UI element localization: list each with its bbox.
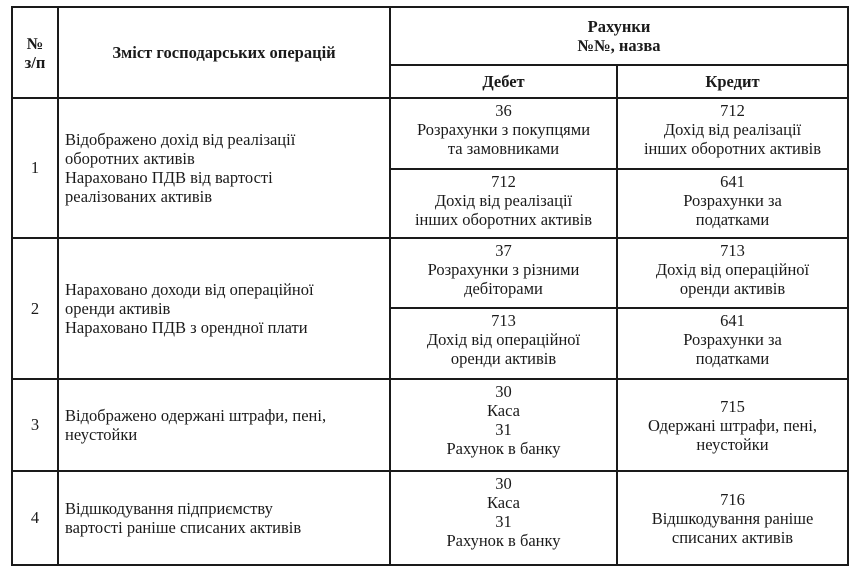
credit-cell	[617, 308, 848, 379]
content-line: Відшкодування підприємству	[65, 498, 273, 518]
header-credit: Кредит	[617, 65, 848, 98]
content-line: реалізованих активів	[65, 186, 212, 206]
header-number-line1: №	[26, 33, 44, 53]
debit-account-number: 713	[491, 311, 516, 331]
content-line: оборотних активів	[65, 148, 195, 168]
debit-account-number: 31	[495, 419, 512, 439]
credit-account-name: інших оборотних активів	[643, 139, 822, 158]
debit-cell	[390, 471, 617, 565]
credit-cell	[617, 238, 848, 309]
header-number	[12, 7, 58, 98]
credit-cell	[617, 471, 848, 565]
credit-account-name: списаних активів	[671, 528, 794, 548]
content-line: вартості раніше списаних активів	[65, 517, 302, 537]
debit-account-name: оренди активів	[450, 349, 557, 369]
content-line: неустойки	[65, 424, 138, 444]
accounting-entries-table	[11, 6, 849, 566]
debit-account-name: Дохід від реалізації	[434, 190, 573, 210]
credit-account-name: неустойки	[696, 435, 769, 455]
credit-account-name: Одержані штрафи, пені,	[647, 416, 818, 436]
debit-account-name: Рахунок в банку	[446, 530, 561, 550]
debit-account-name: Каса	[487, 492, 520, 512]
row-number: 3	[12, 379, 58, 471]
credit-account-number: 641	[720, 171, 745, 191]
credit-account-name: податками	[695, 209, 770, 229]
credit-account-name: Відшкодування раніше	[651, 509, 814, 529]
credit-account-number: 715	[720, 397, 745, 417]
debit-account-name: Дохід від операційної	[426, 330, 581, 350]
content-line: Нараховано ПДВ від вартості	[65, 167, 273, 187]
debit-account-name: Розрахунки з різними	[427, 259, 580, 279]
header-accounts-line1: Рахунки	[587, 17, 651, 36]
content-line: Нараховано доходи від операційної	[65, 279, 314, 299]
credit-account-number: 641	[720, 311, 745, 331]
row-number: 2	[12, 238, 58, 379]
credit-account-number: 712	[720, 101, 745, 120]
content-line: оренди активів	[65, 298, 171, 318]
header-number-line2: з/п	[24, 52, 46, 72]
header-content: Зміст господарських операцій	[58, 7, 390, 98]
debit-account-name: Розрахунки з покупцями	[416, 120, 591, 139]
header-accounts	[390, 7, 848, 65]
debit-account-number: 30	[495, 473, 512, 493]
row-number: 1	[12, 98, 58, 238]
credit-cell	[617, 379, 848, 471]
content-line: Відображено одержані штрафи, пені,	[65, 405, 327, 425]
credit-cell	[617, 169, 848, 238]
credit-account-name: податками	[695, 349, 770, 369]
row-content	[58, 238, 390, 379]
header-accounts-line2: №№, назва	[577, 36, 661, 55]
credit-account-name: оренди активів	[679, 278, 786, 298]
credit-account-name: Розрахунки за	[683, 330, 782, 350]
debit-account-name: Рахунок в банку	[446, 438, 561, 458]
credit-account-number: 713	[720, 240, 745, 260]
row-number: 4	[12, 471, 58, 565]
debit-cell	[390, 169, 617, 238]
debit-account-name: інших оборотних активів	[414, 209, 593, 229]
credit-account-name: Дохід від реалізації	[663, 120, 802, 139]
row-content	[58, 471, 390, 565]
debit-account-number: 36	[495, 101, 512, 120]
debit-cell	[390, 308, 617, 379]
credit-cell	[617, 98, 848, 169]
credit-account-name: Розрахунки за	[683, 190, 782, 210]
debit-account-number: 712	[491, 171, 516, 191]
credit-account-number: 716	[720, 490, 745, 510]
debit-account-number: 37	[495, 240, 512, 260]
debit-account-name: та замовниками	[447, 139, 560, 158]
debit-cell	[390, 98, 617, 169]
debit-account-number: 31	[495, 511, 512, 531]
debit-account-name: Каса	[487, 400, 520, 420]
debit-cell	[390, 238, 617, 309]
debit-account-name: дебіторами	[464, 278, 543, 298]
row-content	[58, 379, 390, 471]
row-content	[58, 98, 390, 238]
content-line: Нараховано ПДВ з орендної плати	[65, 317, 308, 337]
debit-account-number: 30	[495, 381, 512, 401]
debit-cell	[390, 379, 617, 471]
header-debit: Дебет	[390, 65, 617, 98]
credit-account-name: Дохід від операційної	[655, 259, 810, 279]
content-line: Відображено дохід від реалізації	[65, 129, 296, 149]
